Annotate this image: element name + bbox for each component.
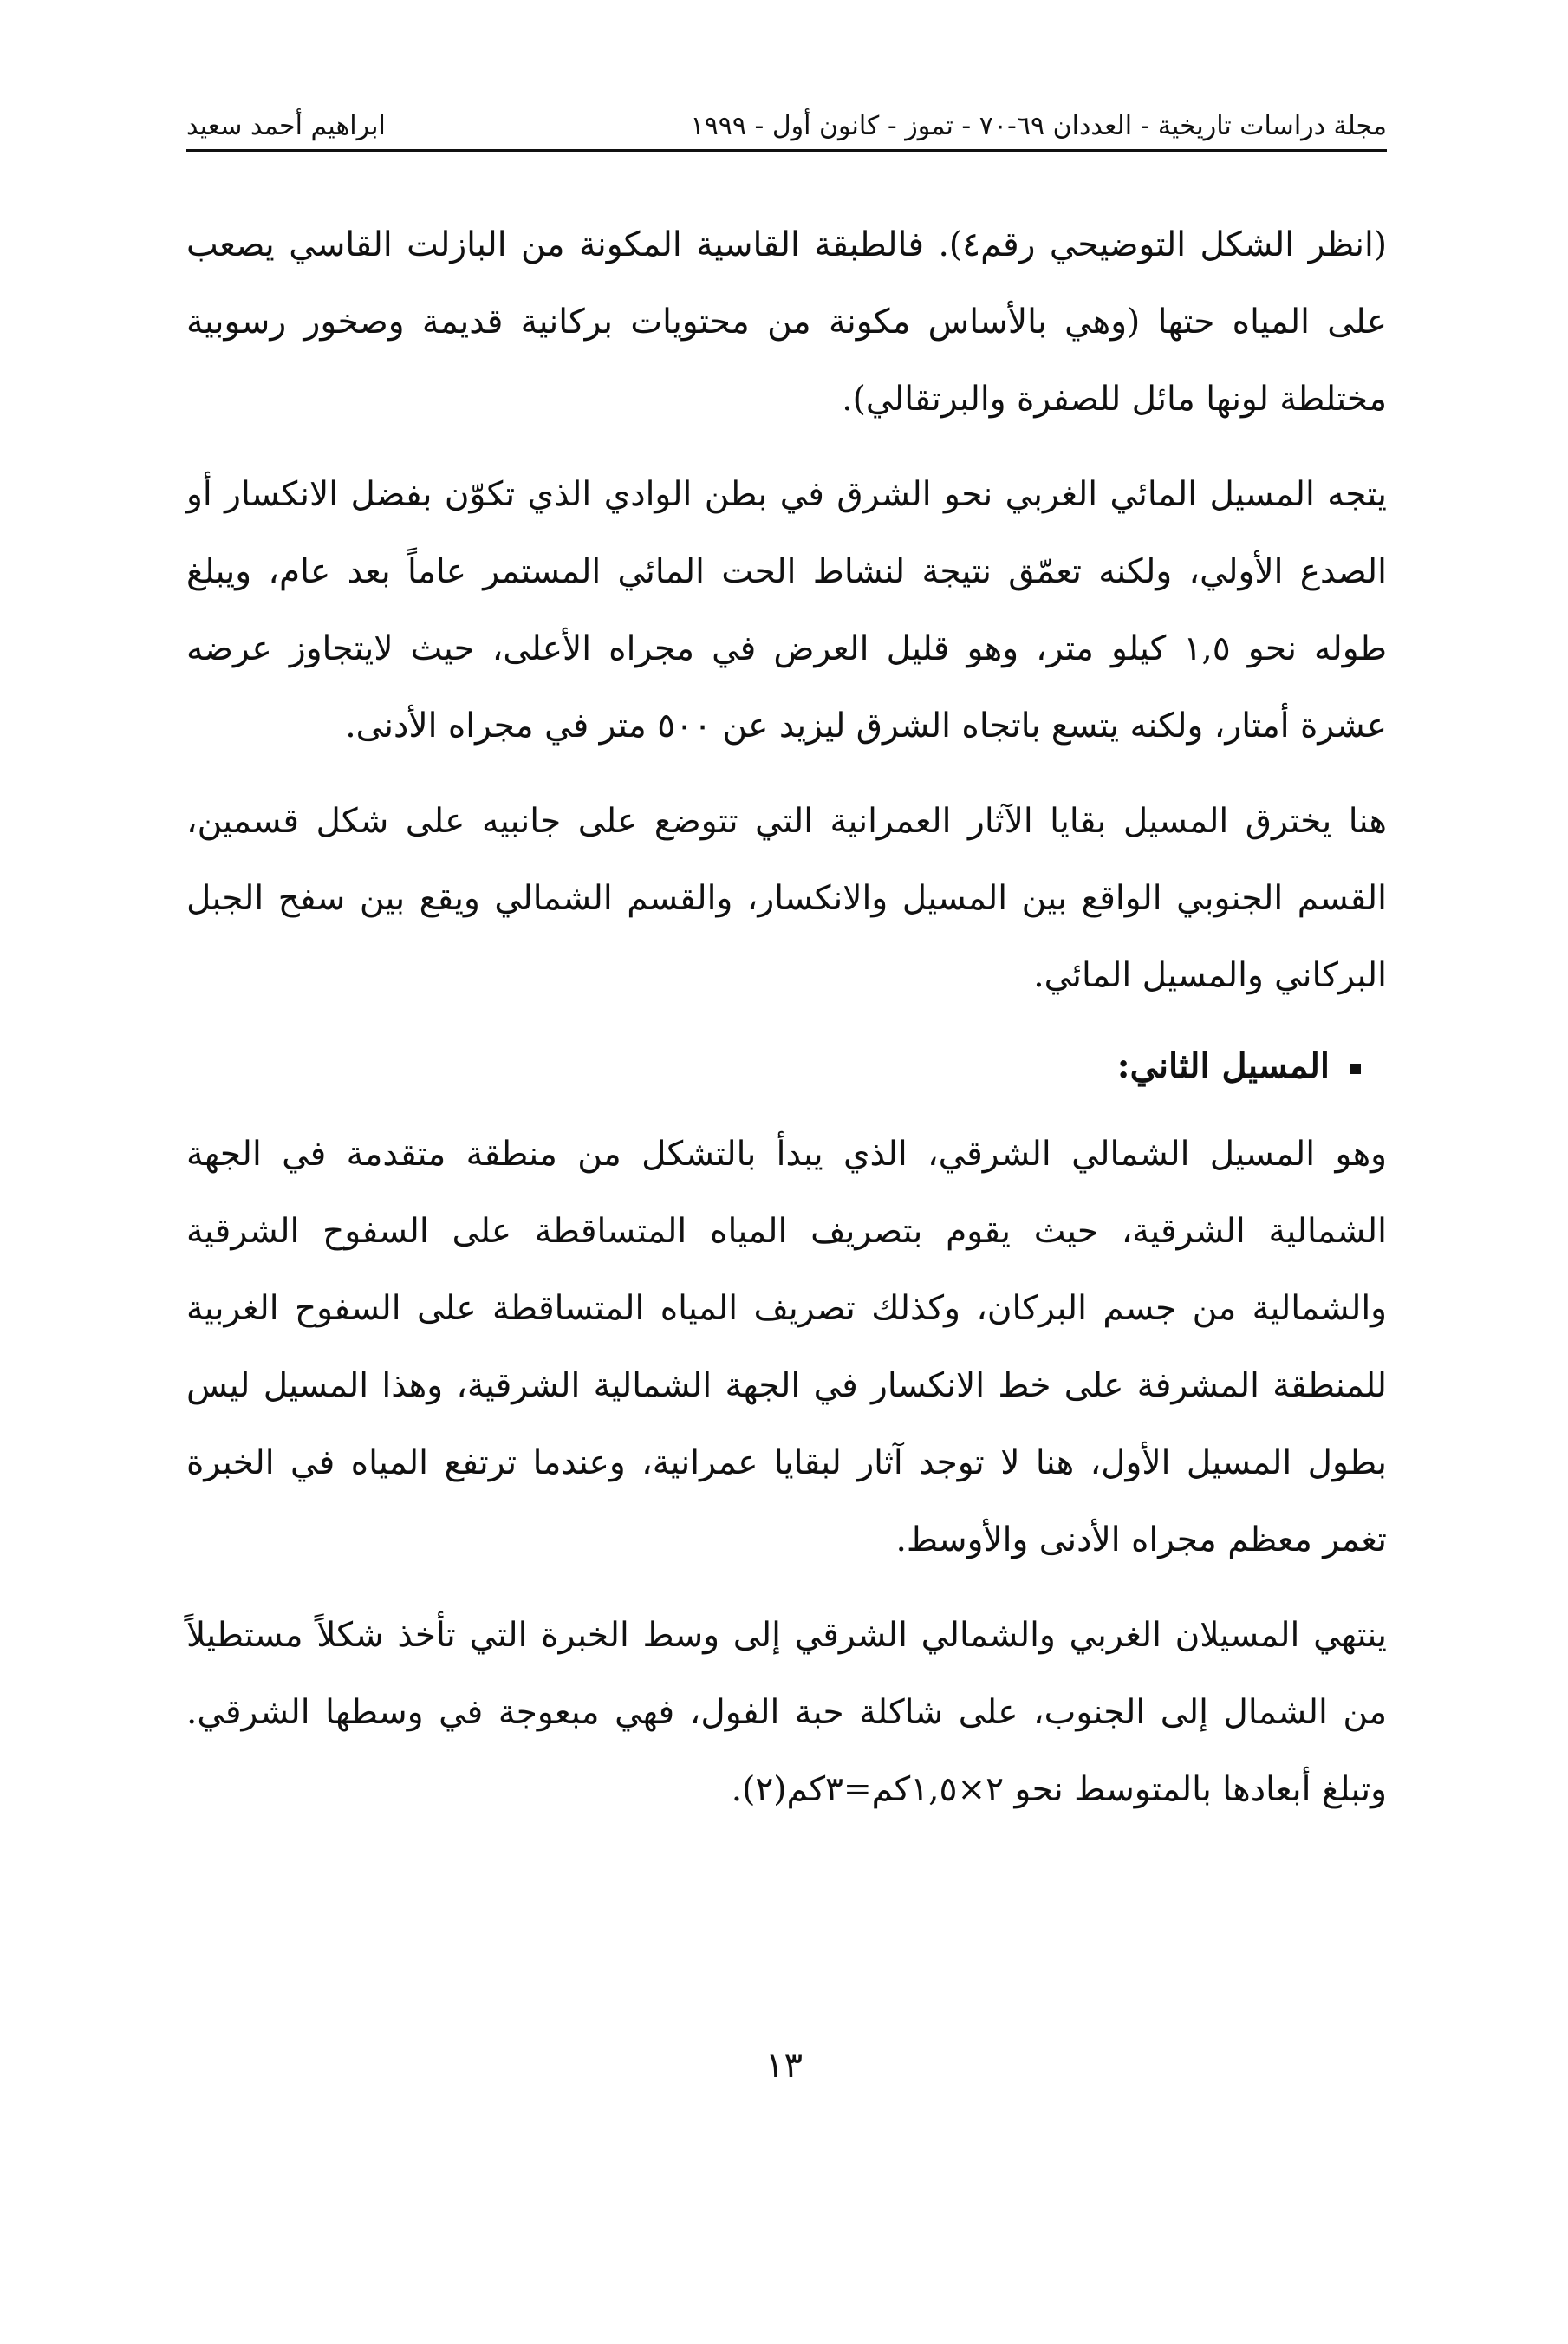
paragraph: يتجه المسيل المائي الغربي نحو الشرق في بطن الوادي الذي تكوّن بفضل الانكسار أو الصدع الأولي، ولكنه تعمّق نتيجة لنشاط الحت المائي المستمر عاماً بعد عام، ويبلغ طوله نحو ١,٥ كيلو متر، وهو قليل العرض في مجراه الأعلى، حيث لايتجاوز عرضه عشرة أمتار، ولكنه يتسع باتجاه الشرق ليزيد عن ٥٠٠ متر في مجراه الأدنى. xyxy=(186,475,1387,746)
author-name: ابراهيم أحمد سعيد xyxy=(186,111,386,141)
bullet-square-icon xyxy=(1350,1064,1361,1074)
paragraph: وهو المسيل الشمالي الشرقي، الذي يبدأ بالتشكل من منطقة متقدمة في الجهة الشمالية الشرقية، حيث يقوم بتصريف المياه المتساقطة على السفوح الشرقية والشمالية من جسم البركان، وكذلك تصريف المياه المتساقطة على السفوح الغربية للمنطقة المشرفة على خط الانكسار في الجهة الشمالية الشرقية، وهذا المسيل ليس بطول المسيل الأول، هنا لا توجد آثار لبقايا عمرانية، وعندما ترتفع المياه في الخبرة تغمر معظم مجراه الأدنى والأوسط. xyxy=(186,1135,1387,1559)
section-heading-text: المسيل الثاني: xyxy=(1116,1045,1330,1086)
paragraph: (انظر الشكل التوضيحي رقم٤). فالطبقة القاسية المكونة من البازلت القاسي يصعب على المياه حتها (وهي بالأساس مكونة من محتويات بركانية قديمة وصخور رسوبية مختلطة لونها مائل للصفرة والبرتقالي). xyxy=(186,225,1387,419)
body-text xyxy=(186,206,1387,1828)
section-heading xyxy=(186,1032,1387,1100)
journal-citation: مجلة دراسات تاريخية - العددان ٦٩-٧٠ - تموز - كانون أول - ١٩٩٩ xyxy=(690,111,1387,141)
paragraph: ينتهي المسيلان الغربي والشمالي الشرقي إلى وسط الخبرة التي تأخذ شكلاً مستطيلاً من الشمال إلى الجنوب، على شاكلة حبة الفول، فهي مبعوجة في وسطها الشرقي. وتبلغ أبعادها بالمتوسط نحو ٢×١,٥كم=٣كم(٢). xyxy=(186,1616,1387,1809)
page-number: ١٣ xyxy=(765,2046,803,2086)
running-header xyxy=(186,104,1387,152)
paragraph: هنا يخترق المسيل بقايا الآثار العمرانية التي تتوضع على جانبيه على شكل قسمين، القسم الجنوبي الواقع بين المسيل والانكسار، والقسم الشمالي ويقع بين سفح الجبل البركاني والمسيل المائي. xyxy=(186,802,1387,995)
